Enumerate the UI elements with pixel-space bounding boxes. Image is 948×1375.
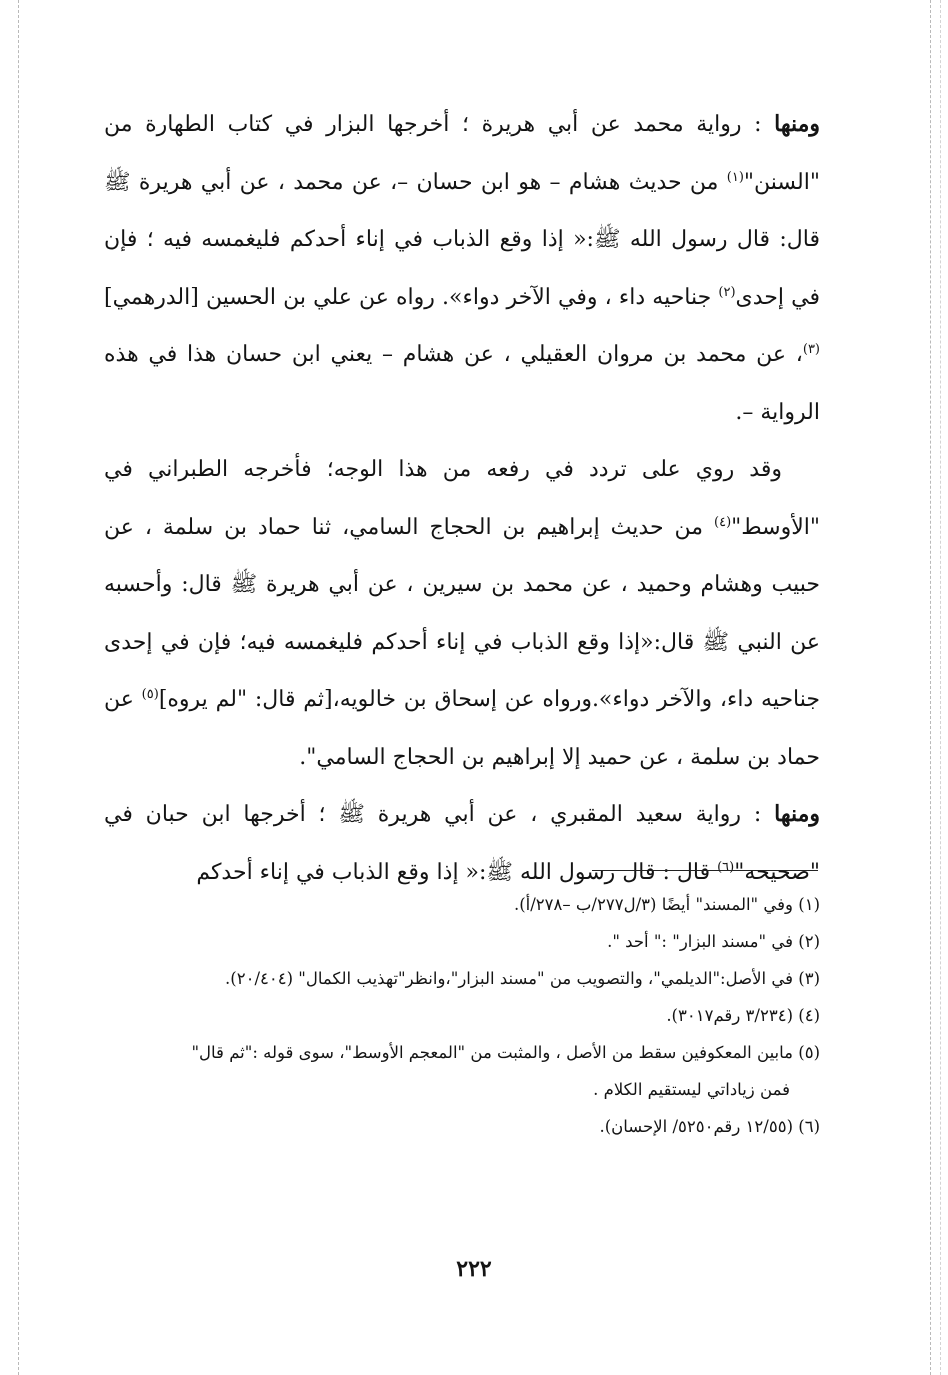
paragraph-3 bbox=[104, 786, 820, 901]
footnote-5-continuation: فمن زياداتي ليستقيم الكلام . bbox=[593, 1080, 790, 1099]
paragraph-2 bbox=[104, 441, 820, 786]
footnotes bbox=[108, 886, 820, 1145]
paragraph-3-text-a: : رواية سعيد المقبري ، عن أبي هريرة ﷺ ؛ أخرجها ابن حبان في "صحيحه" bbox=[104, 802, 820, 885]
paragraph-1-lead: ومنها bbox=[774, 111, 820, 137]
paragraph-1 bbox=[104, 96, 820, 441]
footnote-1: (١) وفي "المسند" أيضًا (٣/ل٢٧٧/ب –٢٧٨/أ). bbox=[513, 895, 820, 914]
footnote-ref-2[interactable]: (٢) bbox=[718, 284, 736, 300]
footnote-separator bbox=[592, 870, 818, 871]
footnote-ref-1[interactable]: (١) bbox=[726, 169, 744, 185]
paragraph-2-text-a: وقد روي على تردد في رفعه من هذا الوجه؛ فأخرجه الطبراني في "الأوسط" bbox=[104, 457, 820, 540]
paragraph-1-text-b: من حديث هشام – هو ابن حسان –، عن محمد ، عن أبي هريرة ﷺ قال: قال رسول الله ﷺ:« إذا وقع الذباب في إناء أحدكم فليغمسه فيه ؛ فإن في إحدى bbox=[104, 169, 821, 310]
footnote-ref-3[interactable]: (٣) bbox=[802, 342, 820, 357]
footnote-ref-4[interactable]: (٤) bbox=[714, 514, 732, 530]
footnote-4: (٤) (٣/٢٣٤ رقم٣٠١٧). bbox=[666, 1006, 820, 1025]
footnote-5: (٥) مابين المعكوفين سقط من الأصل ، والمثبت من "المعجم الأوسط"، سوى قوله :"ثم قال" bbox=[191, 1043, 820, 1062]
footnote-ref-5[interactable]: (٥) bbox=[141, 687, 159, 702]
paragraph-2-text-c: عن حماد بن سلمة ، عن حميد إلا إبراهيم بن الحجاج السامي". bbox=[104, 687, 820, 770]
paragraph-1-text-c: جناحيه داء ، وفي الآخر دواء». رواه عن علي بن الحسين [الدرهمي] bbox=[104, 284, 719, 310]
paragraph-2-text-b: من حديث إبراهيم بن الحجاج السامي، ثنا حماد بن سلمة ، عن حبيب وهشام وحميد ، عن محمد بن سيرين ، عن أبي هريرة ﷺ قال: وأحسبه عن النبي ﷺ قال:«إذا وقع الذباب في إناء أحدكم فليغمسه فيه؛ فإن في إحدى جناحيه داء، والآخر دواء».ورواه عن إسحاق بن خالويه،[ثم قال: "لم يروه] bbox=[104, 514, 820, 712]
footnote-2: (٢) في "مسند البزار" :" أحد ". bbox=[607, 932, 820, 951]
scan-edge-right-outer bbox=[940, 0, 941, 1375]
paragraph-3-lead: ومنها bbox=[774, 801, 820, 827]
footnote-6: (٦) (١٢/٥٥ رقم٥٢٥٠/ الإحسان). bbox=[599, 1117, 820, 1136]
footnote-3: (٣) في الأصل:"الديلمي"، والتصويب من "مسند البزار"،وانظر"تهذيب الكمال" (٢٠/٤٠٤). bbox=[225, 969, 820, 988]
scan-edge-left bbox=[18, 0, 19, 1375]
paragraph-1-text-d: ، عن محمد بن مروان العقيلي ، عن هشام – يعني ابن حسان هذا في هذه الرواية –. bbox=[104, 342, 820, 425]
paragraph-3-text-b: قال : قال رسول الله ﷺ:« إذا وقع الذباب في إناء أحدكم bbox=[196, 859, 718, 885]
paragraph-1-text-a: : رواية محمد عن أبي هريرة ؛ أخرجها البزار في كتاب الطهارة من "السنن" bbox=[104, 112, 820, 195]
main-text bbox=[104, 96, 820, 901]
page-number: ٢٢٢ bbox=[456, 1256, 492, 1282]
footnote-ref-6[interactable]: (٦) bbox=[717, 859, 735, 875]
scan-edge-right bbox=[930, 0, 931, 1375]
